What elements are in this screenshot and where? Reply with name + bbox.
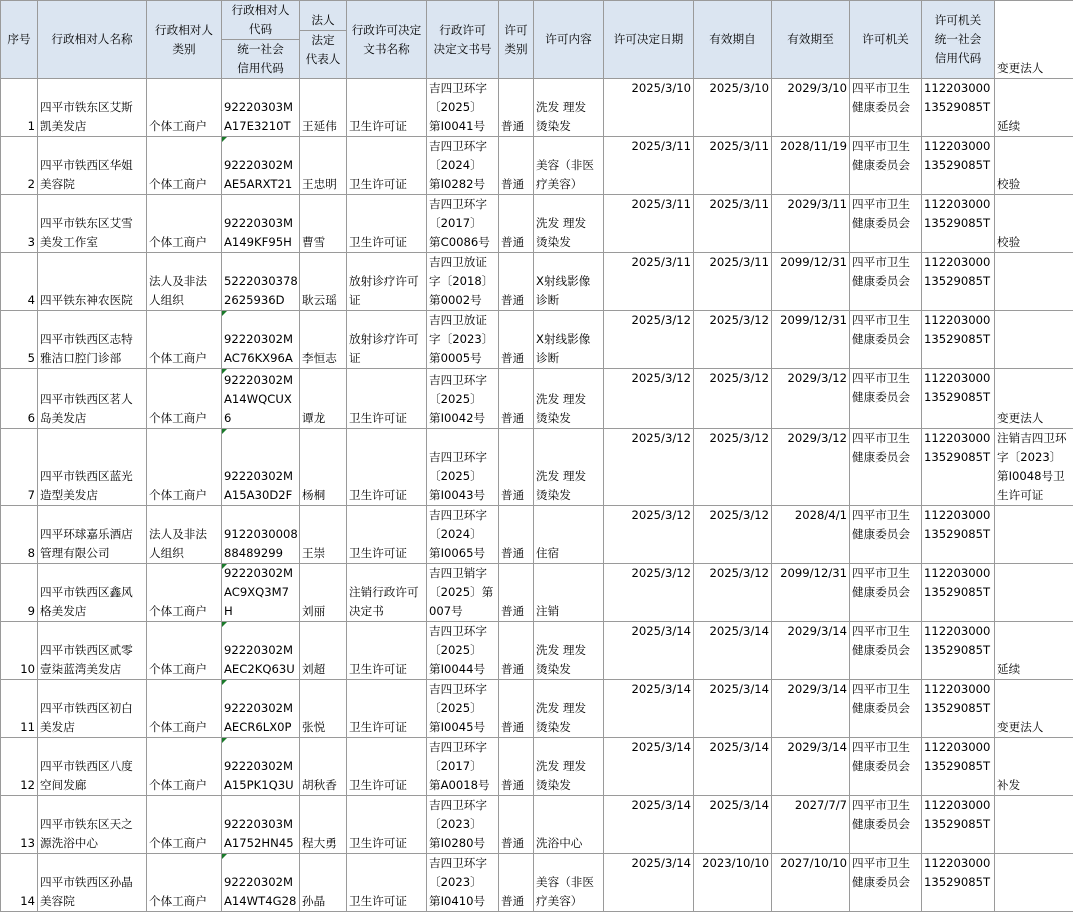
cell-doc-no: 吉四卫环字 〔2023〕 第I0280号 xyxy=(427,796,499,854)
cell-decision-date: 2025/3/14 xyxy=(604,680,694,738)
cell-content: X射线影像 诊断 xyxy=(534,253,604,311)
cell-doc-name: 卫生许可证 xyxy=(347,195,427,253)
cell-seq: 1 xyxy=(1,79,38,137)
cell-change: 校验 xyxy=(995,137,1073,195)
cell-valid-to: 2099/12/31 xyxy=(772,253,850,311)
header-legal xyxy=(300,1,347,79)
cell-decision-date: 2025/3/11 xyxy=(604,195,694,253)
table-row xyxy=(1,253,1073,311)
cell-seq: 9 xyxy=(1,564,38,622)
cell-legal: 王崇 xyxy=(300,506,347,564)
cell-doc-no: 吉四卫放证 字〔2018〕 第0002号 xyxy=(427,253,499,311)
cell-type: 普通 xyxy=(499,311,534,369)
cell-seq: 4 xyxy=(1,253,38,311)
cell-type: 普通 xyxy=(499,854,534,912)
cell-doc-name: 卫生许可证 xyxy=(347,506,427,564)
header-decision-date: 许可决定日期 xyxy=(604,1,694,79)
cell-doc-no: 吉四卫环字 〔2024〕 第I0065号 xyxy=(427,506,499,564)
cell-valid-from: 2025/3/14 xyxy=(694,680,772,738)
cell-authority: 四平市卫生 健康委员会 xyxy=(850,622,922,680)
cell-authority: 四平市卫生 健康委员会 xyxy=(850,369,922,429)
cell-valid-from: 2025/3/12 xyxy=(694,369,772,429)
cell-legal: 程大勇 xyxy=(300,796,347,854)
cell-code: 92220303M A1752HN45 xyxy=(222,796,300,854)
cell-type: 普通 xyxy=(499,79,534,137)
cell-content: 洗发 理发 烫染发 xyxy=(534,622,604,680)
cell-category: 个体工商户 xyxy=(147,854,222,912)
cell-content: 美容（非医 疗美容） xyxy=(534,137,604,195)
header-legal-bottom: 法定 代表人 xyxy=(300,30,346,69)
table-row xyxy=(1,79,1073,137)
cell-authority: 四平市卫生 健康委员会 xyxy=(850,854,922,912)
cell-content: 洗发 理发 烫染发 xyxy=(534,195,604,253)
table-row xyxy=(1,796,1073,854)
table-row xyxy=(1,137,1073,195)
header-doc-no: 行政许可 决定文书号 xyxy=(427,1,499,79)
cell-code: 92220303M A149KF95H xyxy=(222,195,300,253)
cell-authority: 四平市卫生 健康委员会 xyxy=(850,506,922,564)
cell-type: 普通 xyxy=(499,429,534,506)
cell-type: 普通 xyxy=(499,796,534,854)
header-name: 行政相对人名称 xyxy=(38,1,147,79)
cell-authority-code: 112203000 13529085T xyxy=(922,506,995,564)
cell-decision-date: 2025/3/14 xyxy=(604,738,694,796)
cell-type: 普通 xyxy=(499,680,534,738)
header-authority-code: 许可机关 统一社会 信用代码 xyxy=(922,1,995,79)
cell-change xyxy=(995,253,1073,311)
header-authority: 许可机关 xyxy=(850,1,922,79)
cell-valid-to: 2029/3/14 xyxy=(772,680,850,738)
cell-authority: 四平市卫生 健康委员会 xyxy=(850,253,922,311)
cell-valid-from: 2025/3/14 xyxy=(694,738,772,796)
cell-doc-name: 放射诊疗许可 证 xyxy=(347,253,427,311)
cell-legal: 张悦 xyxy=(300,680,347,738)
cell-doc-no: 吉四卫环字 〔2017〕 第C0086号 xyxy=(427,195,499,253)
cell-valid-to: 2029/3/14 xyxy=(772,622,850,680)
cell-category: 个体工商户 xyxy=(147,796,222,854)
cell-authority-code: 112203000 13529085T xyxy=(922,369,995,429)
cell-valid-from: 2025/3/12 xyxy=(694,506,772,564)
cell-authority-code: 112203000 13529085T xyxy=(922,195,995,253)
cell-valid-to: 2027/10/10 xyxy=(772,854,850,912)
table-row xyxy=(1,680,1073,738)
cell-authority: 四平市卫生 健康委员会 xyxy=(850,738,922,796)
table-row xyxy=(1,506,1073,564)
cell-authority-code: 112203000 13529085T xyxy=(922,854,995,912)
header-valid-from: 有效期自 xyxy=(694,1,772,79)
cell-code: 9122030008 88489299 xyxy=(222,506,300,564)
cell-type: 普通 xyxy=(499,506,534,564)
header-code-bottom: 统一社会 信用代码 xyxy=(222,39,299,78)
cell-code: 92220302M AE5ARXT21 xyxy=(222,137,300,195)
cell-code: 5222030378 2625936D xyxy=(222,253,300,311)
cell-doc-name: 卫生许可证 xyxy=(347,738,427,796)
cell-name: 四平市铁西区茗人 岛美发店 xyxy=(38,369,147,429)
cell-category: 法人及非法 人组织 xyxy=(147,506,222,564)
cell-doc-no: 吉四卫环字 〔2025〕 第I0043号 xyxy=(427,429,499,506)
cell-decision-date: 2025/3/12 xyxy=(604,506,694,564)
cell-change: 延续 xyxy=(995,622,1073,680)
cell-doc-no: 吉四卫环字 〔2025〕 第I0045号 xyxy=(427,680,499,738)
header-code-top: 行政相对人 代码 xyxy=(232,3,290,36)
cell-doc-no: 吉四卫放证 字〔2023〕 第0005号 xyxy=(427,311,499,369)
table-row xyxy=(1,854,1073,912)
cell-doc-no: 吉四卫环字 〔2025〕 第I0044号 xyxy=(427,622,499,680)
cell-decision-date: 2025/3/11 xyxy=(604,253,694,311)
cell-legal: 杨桐 xyxy=(300,429,347,506)
cell-doc-name: 卫生许可证 xyxy=(347,622,427,680)
cell-doc-no: 吉四卫环字 〔2017〕 第A0018号 xyxy=(427,738,499,796)
cell-code: 92220302M A14WT4G28 xyxy=(222,854,300,912)
cell-doc-name: 卫生许可证 xyxy=(347,680,427,738)
cell-authority-code: 112203000 13529085T xyxy=(922,796,995,854)
cell-authority-code: 112203000 13529085T xyxy=(922,564,995,622)
cell-valid-to: 2027/7/7 xyxy=(772,796,850,854)
cell-authority: 四平市卫生 健康委员会 xyxy=(850,311,922,369)
header-change: 变更法人 xyxy=(995,1,1073,79)
cell-doc-no: 吉四卫环字 〔2024〕 第I0282号 xyxy=(427,137,499,195)
cell-seq: 3 xyxy=(1,195,38,253)
cell-name: 四平市铁东区艾雪 美发工作室 xyxy=(38,195,147,253)
header-seq: 序号 xyxy=(1,1,38,79)
cell-valid-to: 2029/3/11 xyxy=(772,195,850,253)
cell-authority-code: 112203000 13529085T xyxy=(922,79,995,137)
cell-change: 变更法人 xyxy=(995,680,1073,738)
cell-content: 洗发 理发 烫染发 xyxy=(534,79,604,137)
cell-name: 四平市铁西区志特 雅洁口腔门诊部 xyxy=(38,311,147,369)
cell-authority: 四平市卫生 健康委员会 xyxy=(850,429,922,506)
cell-valid-to: 2029/3/12 xyxy=(772,369,850,429)
cell-valid-to: 2029/3/14 xyxy=(772,738,850,796)
cell-valid-to: 2028/11/19 xyxy=(772,137,850,195)
table-row xyxy=(1,311,1073,369)
cell-decision-date: 2025/3/12 xyxy=(604,369,694,429)
cell-change: 校验 xyxy=(995,195,1073,253)
cell-content: 注销 xyxy=(534,564,604,622)
cell-category: 个体工商户 xyxy=(147,738,222,796)
cell-category: 个体工商户 xyxy=(147,79,222,137)
cell-valid-from: 2025/3/14 xyxy=(694,622,772,680)
cell-authority: 四平市卫生 健康委员会 xyxy=(850,680,922,738)
cell-doc-name: 卫生许可证 xyxy=(347,796,427,854)
cell-doc-name: 卫生许可证 xyxy=(347,137,427,195)
cell-code: 92220302M A15A30D2F xyxy=(222,429,300,506)
cell-seq: 8 xyxy=(1,506,38,564)
cell-code: 92220302M A14WQCUX 6 xyxy=(222,369,300,429)
cell-name: 四平市铁东区艾斯 凯美发店 xyxy=(38,79,147,137)
cell-authority-code: 112203000 13529085T xyxy=(922,253,995,311)
cell-decision-date: 2025/3/14 xyxy=(604,854,694,912)
cell-valid-from: 2023/10/10 xyxy=(694,854,772,912)
table-row xyxy=(1,564,1073,622)
cell-name: 四平市铁西区华姐 美容院 xyxy=(38,137,147,195)
cell-authority: 四平市卫生 健康委员会 xyxy=(850,796,922,854)
cell-type: 普通 xyxy=(499,622,534,680)
cell-change: 补发 xyxy=(995,738,1073,796)
cell-change: 注销吉四卫环 字〔2023〕 第I0048号卫 生许可证 xyxy=(995,429,1073,506)
cell-doc-name: 注销行政许可 决定书 xyxy=(347,564,427,622)
cell-code: 92220302M A15PK1Q3U xyxy=(222,738,300,796)
cell-type: 普通 xyxy=(499,137,534,195)
cell-name: 四平市铁西区初白 美发店 xyxy=(38,680,147,738)
cell-valid-to: 2029/3/12 xyxy=(772,429,850,506)
cell-seq: 11 xyxy=(1,680,38,738)
cell-content: 住宿 xyxy=(534,506,604,564)
cell-authority-code: 112203000 13529085T xyxy=(922,622,995,680)
cell-name: 四平市铁西区八度 空间发廊 xyxy=(38,738,147,796)
cell-type: 普通 xyxy=(499,564,534,622)
table-row xyxy=(1,369,1073,429)
cell-doc-name: 卫生许可证 xyxy=(347,429,427,506)
cell-doc-name: 卫生许可证 xyxy=(347,369,427,429)
cell-content: 洗发 理发 烫染发 xyxy=(534,429,604,506)
table-row xyxy=(1,429,1073,506)
header-doc-name: 行政许可决定 文书名称 xyxy=(347,1,427,79)
cell-content: 洗发 理发 烫染发 xyxy=(534,680,604,738)
cell-authority-code: 112203000 13529085T xyxy=(922,429,995,506)
cell-authority: 四平市卫生 健康委员会 xyxy=(850,195,922,253)
cell-name: 四平市铁西区蓝光 造型美发店 xyxy=(38,429,147,506)
cell-valid-to: 2028/4/1 xyxy=(772,506,850,564)
cell-code: 92220302M AC9XQ3M7 H xyxy=(222,564,300,622)
cell-doc-no: 吉四卫环字 〔2025〕 第I0041号 xyxy=(427,79,499,137)
cell-category: 个体工商户 xyxy=(147,564,222,622)
cell-content: 美容（非医 疗美容） xyxy=(534,854,604,912)
cell-seq: 2 xyxy=(1,137,38,195)
cell-authority-code: 112203000 13529085T xyxy=(922,137,995,195)
cell-change xyxy=(995,311,1073,369)
cell-category: 个体工商户 xyxy=(147,680,222,738)
cell-change xyxy=(995,796,1073,854)
cell-valid-from: 2025/3/12 xyxy=(694,311,772,369)
cell-type: 普通 xyxy=(499,738,534,796)
cell-decision-date: 2025/3/11 xyxy=(604,137,694,195)
cell-legal: 谭龙 xyxy=(300,369,347,429)
cell-legal: 王延伟 xyxy=(300,79,347,137)
cell-authority: 四平市卫生 健康委员会 xyxy=(850,137,922,195)
cell-legal: 胡秋香 xyxy=(300,738,347,796)
cell-name: 四平铁东神农医院 xyxy=(38,253,147,311)
cell-type: 普通 xyxy=(499,253,534,311)
header-category: 行政相对人 类别 xyxy=(147,1,222,79)
cell-type: 普通 xyxy=(499,195,534,253)
cell-category: 个体工商户 xyxy=(147,195,222,253)
header-content: 许可内容 xyxy=(534,1,604,79)
cell-content: 洗发 理发 烫染发 xyxy=(534,738,604,796)
cell-authority: 四平市卫生 健康委员会 xyxy=(850,79,922,137)
cell-change: 变更法人 xyxy=(995,369,1073,429)
cell-seq: 13 xyxy=(1,796,38,854)
cell-name: 四平市铁西区贰零 壹柒蓝湾美发店 xyxy=(38,622,147,680)
cell-authority-code: 112203000 13529085T xyxy=(922,680,995,738)
table-row xyxy=(1,622,1073,680)
cell-change xyxy=(995,564,1073,622)
cell-seq: 6 xyxy=(1,369,38,429)
table-row xyxy=(1,195,1073,253)
cell-valid-from: 2025/3/14 xyxy=(694,796,772,854)
cell-change xyxy=(995,854,1073,912)
cell-code: 92220303M A17E3210T xyxy=(222,79,300,137)
cell-doc-no: 吉四卫销字 〔2025〕第 007号 xyxy=(427,564,499,622)
cell-valid-from: 2025/3/11 xyxy=(694,195,772,253)
cell-content: X射线影像 诊断 xyxy=(534,311,604,369)
cell-authority-code: 112203000 13529085T xyxy=(922,738,995,796)
cell-name: 四平市铁东区天之 源洗浴中心 xyxy=(38,796,147,854)
cell-doc-no: 吉四卫环字 〔2023〕 第I0410号 xyxy=(427,854,499,912)
cell-valid-from: 2025/3/10 xyxy=(694,79,772,137)
cell-category: 个体工商户 xyxy=(147,137,222,195)
header-type: 许可 类别 xyxy=(499,1,534,79)
cell-code: 92220302M AECR6LX0P xyxy=(222,680,300,738)
cell-legal: 刘丽 xyxy=(300,564,347,622)
cell-valid-from: 2025/3/12 xyxy=(694,564,772,622)
cell-legal: 曹雪 xyxy=(300,195,347,253)
header-legal-top: 法人 xyxy=(311,13,334,27)
cell-valid-to: 2029/3/10 xyxy=(772,79,850,137)
cell-valid-from: 2025/3/12 xyxy=(694,429,772,506)
cell-content: 洗浴中心 xyxy=(534,796,604,854)
cell-name: 四平市铁西区孙晶 美容院 xyxy=(38,854,147,912)
cell-decision-date: 2025/3/12 xyxy=(604,429,694,506)
cell-doc-name: 卫生许可证 xyxy=(347,79,427,137)
cell-content: 洗发 理发 烫染发 xyxy=(534,369,604,429)
cell-doc-no: 吉四卫环字 〔2025〕 第I0042号 xyxy=(427,369,499,429)
cell-legal: 王忠明 xyxy=(300,137,347,195)
cell-category: 个体工商户 xyxy=(147,622,222,680)
cell-seq: 10 xyxy=(1,622,38,680)
cell-decision-date: 2025/3/10 xyxy=(604,79,694,137)
cell-change: 延续 xyxy=(995,79,1073,137)
cell-legal: 耿云瑶 xyxy=(300,253,347,311)
cell-category: 个体工商户 xyxy=(147,429,222,506)
cell-legal: 孙晶 xyxy=(300,854,347,912)
cell-type: 普通 xyxy=(499,369,534,429)
cell-valid-from: 2025/3/11 xyxy=(694,137,772,195)
cell-code: 92220302M AEC2KQ63U xyxy=(222,622,300,680)
cell-legal: 刘超 xyxy=(300,622,347,680)
cell-seq: 5 xyxy=(1,311,38,369)
cell-valid-from: 2025/3/11 xyxy=(694,253,772,311)
cell-decision-date: 2025/3/14 xyxy=(604,796,694,854)
cell-change xyxy=(995,506,1073,564)
cell-doc-name: 放射诊疗许可 证 xyxy=(347,311,427,369)
table-row xyxy=(1,738,1073,796)
cell-name: 四平市铁西区鑫风 格美发店 xyxy=(38,564,147,622)
cell-valid-to: 2099/12/31 xyxy=(772,311,850,369)
header-code xyxy=(222,1,300,79)
cell-seq: 7 xyxy=(1,429,38,506)
cell-category: 个体工商户 xyxy=(147,369,222,429)
cell-decision-date: 2025/3/14 xyxy=(604,622,694,680)
header-valid-to: 有效期至 xyxy=(772,1,850,79)
cell-authority-code: 112203000 13529085T xyxy=(922,311,995,369)
cell-decision-date: 2025/3/12 xyxy=(604,311,694,369)
cell-seq: 12 xyxy=(1,738,38,796)
cell-decision-date: 2025/3/12 xyxy=(604,564,694,622)
cell-category: 法人及非法 人组织 xyxy=(147,253,222,311)
cell-valid-to: 2099/12/31 xyxy=(772,564,850,622)
cell-authority: 四平市卫生 健康委员会 xyxy=(850,564,922,622)
cell-doc-name: 卫生许可证 xyxy=(347,854,427,912)
cell-legal: 李恒志 xyxy=(300,311,347,369)
cell-code: 92220302M AC76KX96A xyxy=(222,311,300,369)
cell-seq: 14 xyxy=(1,854,38,912)
cell-category: 个体工商户 xyxy=(147,311,222,369)
cell-name: 四平环球嘉乐酒店 管理有限公司 xyxy=(38,506,147,564)
